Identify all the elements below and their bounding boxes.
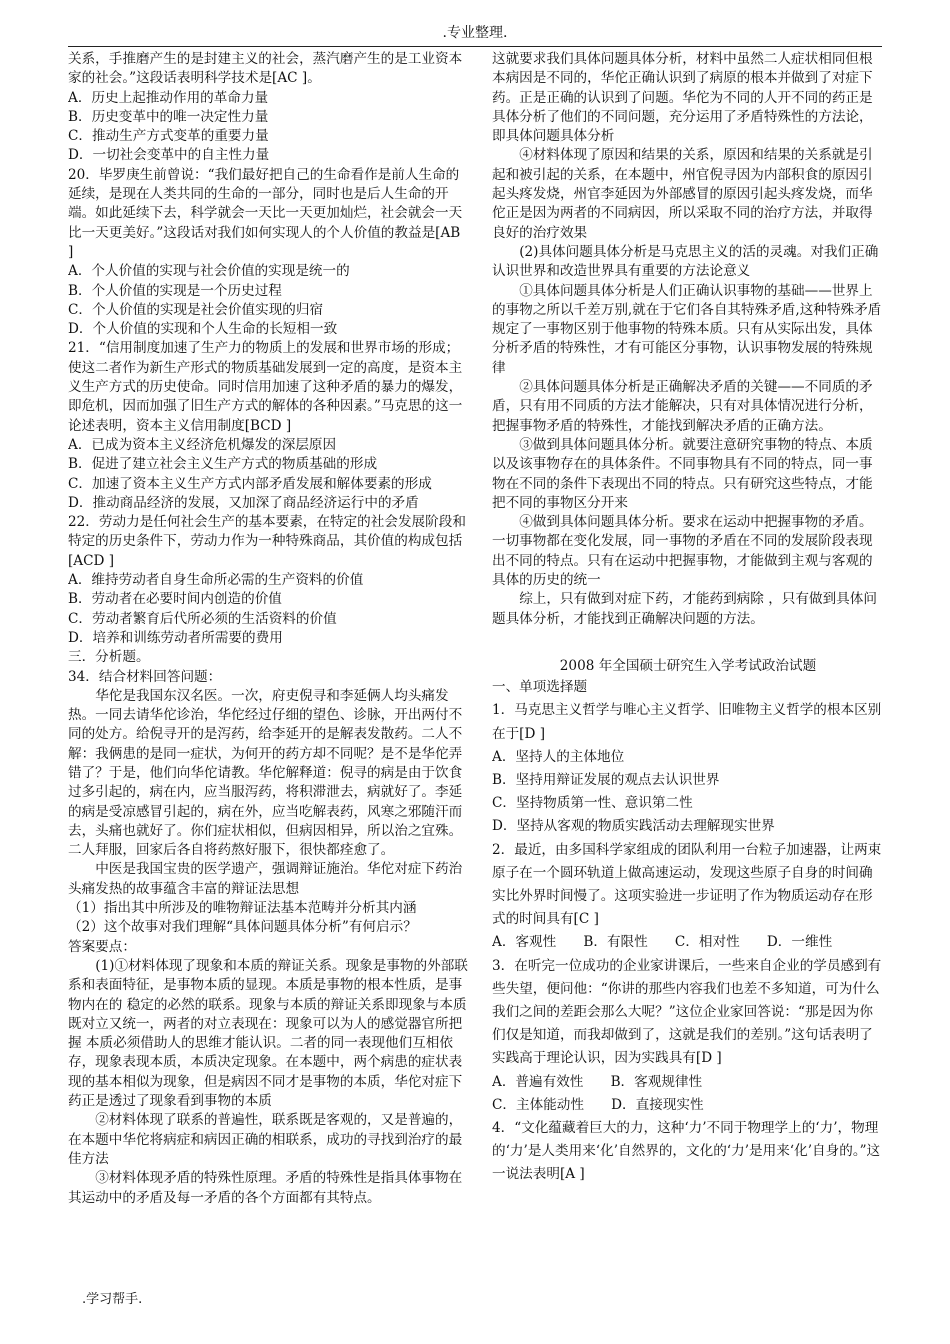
answer-paragraph: (2)具体问题具体分析是马克思主义的活的灵魂。对我们正确认识世界和改造世界具有重要的方法论意义 — [492, 243, 879, 280]
option: D．坚持从客观的物质实践活动去理解现实世界 — [492, 818, 775, 835]
option: D．培养和训练劳动者所需要的费用 — [68, 629, 283, 646]
material-paragraph: 中医是我国宝贵的医学遗产，强调辩证施治。华佗对症下药治头痛发热的故事蕴含丰富的辩证法思想 — [68, 861, 463, 897]
option: B．促进了建立社会主义生产方式的物质基础的形成 — [68, 456, 378, 473]
option-row: C．主体能动性 D．直接现实性 — [492, 1096, 704, 1113]
option: B．劳动者在必要时间内创造的价值 — [68, 591, 282, 608]
option: D．推动商品经济的发展，又加深了商品经济运行中的矛盾 — [68, 494, 419, 511]
exam-title: 2008 年全国硕士研究生入学考试政治试题 — [559, 657, 817, 674]
option: B．历史变革中的唯一决定性力量 — [68, 108, 269, 125]
answer-paragraph: 综上，只有做到对症下药，才能药到病除 ，只有做到具体问题具体分析，才能找到正确解决问题的方法。 — [492, 591, 877, 627]
question: 34．结合材料回答问题： — [68, 668, 222, 685]
right-column — [492, 50, 884, 1187]
option: C．劳动者繁育后代所必须的生活资料的价值 — [68, 610, 337, 627]
option: C．加速了资本主义生产方式内部矛盾发展和解体要素的形成 — [68, 475, 432, 492]
question: 22．劳动力是任何社会生产的基本要素，在特定的社会发展阶段和特定的历史条件下，劳动力作为一种特殊商品，其价值的构成包括[ACD ] — [68, 514, 466, 569]
sub-question: （1）指出其中所涉及的唯物辩证法基本范畴并分析其内涵 — [68, 900, 417, 917]
question: 2．最近，由多国科学家组成的团队利用一台粒子加速器，让两束原子在一个圆环轨道上做高速运动，发现这些原子自身的时间确实比外界时间慢了。这项实验进一步证明了作为物质运动存在形式的时间具有[C ] — [492, 841, 882, 928]
option: C．个人价值的实现是社会价值实现的归宿 — [68, 301, 324, 318]
option: D．个人价值的实现和个人生命的长短相一致 — [68, 321, 338, 338]
answer-paragraph: ②具体问题具体分析是正确解决矛盾的关键——不同质的矛盾，只有用不同质的方法才能解决，只有对具体情况进行分析，把握事物矛盾的特殊性，才能找到解决矛盾的正确方法。 — [492, 379, 873, 434]
option: D．一切社会变革中的自主性力量 — [68, 147, 270, 164]
question: 20．毕罗庚生前曾说：“我们最好把自己的生命看作是前人生命的延续，是现在人类共同的生命的一部分，同时也是后人生命的开端。如此延续下去，科学就会一天比一天更加灿烂，社会就会一天比一天更美好。”这段话对我们如何实现人的个人价值的教益是[AB ] — [68, 166, 463, 260]
answer-paragraph: (1)①材料体现了现象和本质的辩证关系。现象是事物的外部联系和表面特征，是事物本质的显现。本质是事物的根本性质，是事物内在的 稳定的必然的联系。现象与本质的辩证关系即现象与本质既对立又统一，两者的对立表现在：现象可以为人的感觉器官所把握 本质必须借助人的思维才能认识。二者的同一表现他们互相依存，现象表现本质，本质决定现象。在本题中，两个病患的症状表现的基本相似为现象，但是病因不同才是事物的本质，华佗对症下药正是透过了现象看到事物的本质 — [68, 957, 468, 1110]
question: 1．马克思主义哲学与唯心主义哲学、旧唯物主义哲学的根本区别在于[D ] — [492, 702, 882, 742]
answer-paragraph: ④材料体现了原因和结果的关系，原因和结果的关系就是引起和被引起的关系，在本题中，州官倪寻因为内部积食的原因引起头疼发烧，州官李延因为外部感冒的原因引起头疼发烧，而华佗正是因为两者的不同病因，所以采取不同的治疗方法，并取得良好的治疗效果 — [492, 147, 873, 241]
answer-paragraph: ①具体问题具体分析是人们正确认识事物的基础——世界上的事物之所以千差万别,就在于它们各自其特殊矛盾,这种特殊矛盾规定了一事物区别于他事物的特殊本质。只有从实际出发，具体分析矛盾的特殊性，才有可能区分事物，认识事物发展的特殊规律 — [492, 282, 882, 376]
section-heading: 三．分析题。 — [68, 649, 150, 666]
page-footer: .学习帮手. — [82, 1292, 143, 1307]
answer-heading: 答案要点： — [68, 938, 136, 955]
exam-questions — [492, 676, 884, 1186]
left-column — [68, 50, 468, 1208]
header-rule — [68, 46, 882, 47]
option: B．个人价值的实现是一个历史过程 — [68, 282, 282, 299]
option: A．坚持人的主体地位 — [492, 748, 625, 765]
answer-paragraph: 这就要求我们具体问题具体分析，材料中虽然二人症状相同但根本病因是不同的，华佗正确认识到了病原的根本并做到了对症下药。正是正确的认识到了问题。华佗为不同的人开不同的药正是具体分析了他们的不同问题，充分运用了矛盾特殊性的方法论，即具体问题具体分析 — [492, 51, 873, 145]
sub-question: （2）这个故事对我们理解“具体问题具体分析”有何启示？ — [68, 919, 417, 936]
paragraph: 关系，手推磨产生的是封建主义的社会，蒸汽磨产生的是工业资本家的社会。”这段话表明科学技术是[AC ]。 — [68, 51, 463, 87]
material-paragraph: 华佗是我国东汉名医。一次，府吏倪寻和李延俩人均头痛发热。一同去请华佗诊治，华佗经过仔细的望色、诊脉，开出两付不同的处方。给倪寻开的是泻药，给李延开的是解表发散药。二人不解：我俩患的是同一症状，为何开的药方却不同呢？是不是华佗弄错了？于是，他们向华佗请教。华佗解释道：倪寻的病是由于饮食过多引起的，病在内，应当服泻药，将积滞泄去，病就好了。李延的病是受凉感冒引起的，病在外，应当吃解表药，风寒之邪随汗而去，头痛也就好了。你们症状相似，但病因相异，所以治之宜殊。二人拜服，回家后各自将药熬好服下，很快都痊愈了。 — [68, 687, 463, 859]
option: A．维持劳动者自身生命所必需的生产资料的价值 — [68, 572, 364, 589]
option: A．已成为资本主义经济危机爆发的深层原因 — [68, 436, 337, 453]
option: C．推动生产方式变革的重要力量 — [68, 128, 269, 145]
option: A．历史上起推动作用的革命力量 — [68, 89, 269, 106]
answer-paragraph: ③材料体现矛盾的特殊性原理。矛盾的特殊性是指具体事物在其运动中的矛盾及每一矛盾的各个方面都有其特点。 — [68, 1170, 463, 1206]
page-header: .专业整理. — [442, 25, 508, 41]
option: C．坚持物质第一性、意识第二性 — [492, 795, 693, 812]
answer-paragraph: ④做到具体问题具体分析。要求在运动中把握事物的矛盾。一切事物都在变化发展，同一事物的矛盾在不同的发展阶段表现出不同的特点。只有在运动中把握事物，才能做到主观与客观的具体的历史的统一 — [492, 514, 873, 589]
option-row: A．普遍有效性 B．客观规律性 — [492, 1073, 703, 1090]
question: 3．在听完一位成功的企业家讲课后，一些来自企业的学员感到有些失望，便问他：“你讲的那些内容我们也差不多知道，可为什么我们之间的差距会那么大呢？”这位企业家回答说：“那是因为你们仅是知道，而我却做到了，这就是我们的差别。”这句话表明了实践高于理论认识，因为实践具有[D ] — [492, 957, 882, 1067]
question: 21．“信用制度加速了生产力的物质上的发展和世界市场的形成；使这二者作为新生产形式的物质基础发展到一定的高度，是资本主义生产方式的历史使命。同时信用加速了这种矛盾的暴力的爆发，即危机，因而加强了旧生产方式的解体的各种因素。”马克思的这一论述表明，资本主义信用制度[BCD ] — [68, 340, 463, 434]
answer-paragraph: ②材料体现了联系的普遍性，联系既是客观的，又是普遍的，在本题中华佗将病症和病因正确的相联系，成功的寻找到治疗的最佳方法 — [68, 1112, 463, 1167]
answer-paragraph: ③做到具体问题具体分析。就要注意研究事物的特点、本质以及该事物存在的具体条件。不同事物具有不同的特点，同一事物在不同的条件下表现出不同的特点。只有研究这些特点，才能把不同的事物区分开来 — [492, 436, 873, 511]
section-heading: 一、单项选择题 — [492, 679, 588, 696]
question: 4．“文化蕴藏着巨大的力，这种‘力’不同于物理学上的‘力’，物理的‘力’是人类用来‘化’自然界的，文化的‘力’是用来‘化’自身的。”这一说法表明[A ] — [492, 1120, 881, 1183]
option-row: A．客观性 B．有限性 C．相对性 D．一维性 — [492, 934, 833, 951]
option: A．个人价值的实现与社会价值的实现是统一的 — [68, 263, 350, 280]
option: B．坚持用辩证发展的观点去认识世界 — [492, 772, 720, 789]
